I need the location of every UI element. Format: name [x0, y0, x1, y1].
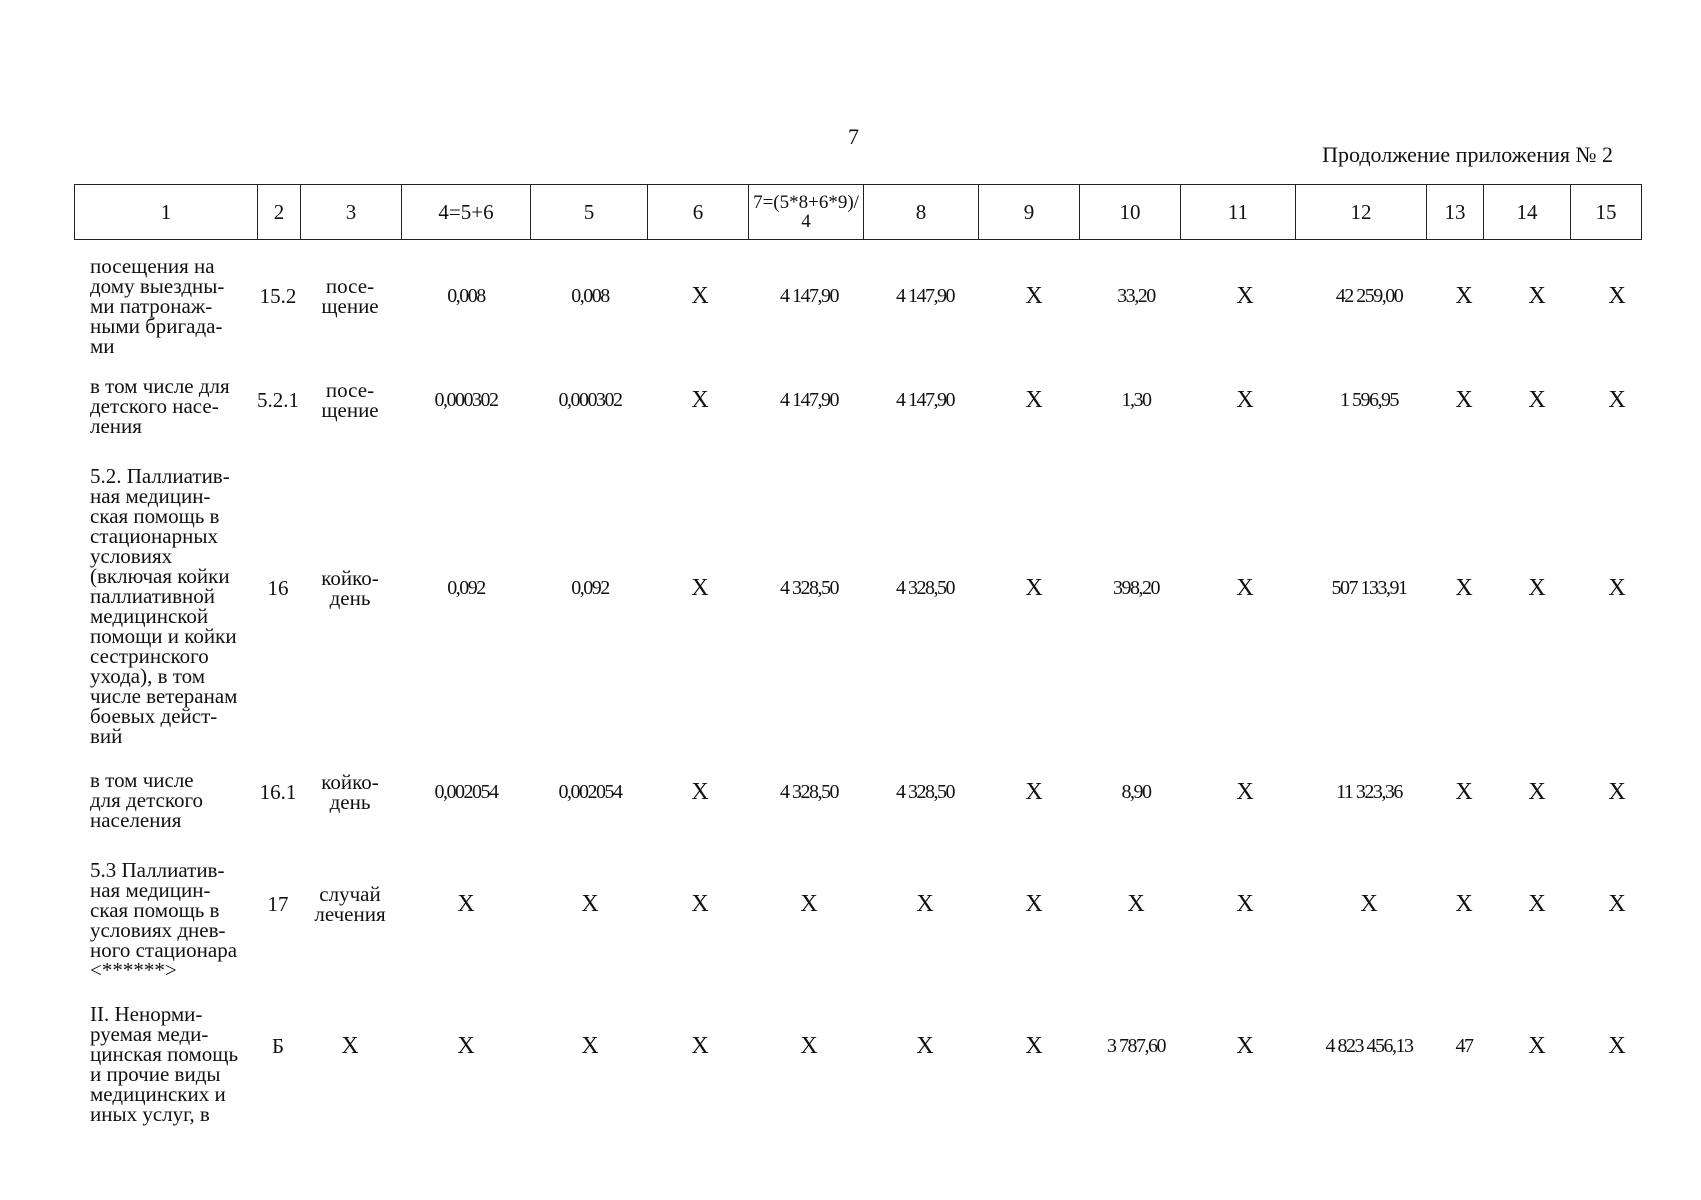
row-cell-unit: случай лечения	[314, 882, 386, 926]
row-cell-c5: 0,092	[571, 577, 609, 599]
header-col-1: 1	[75, 185, 258, 240]
row-name: 5.3 Паллиатив- ная медицин- ская помощь в условиях днев- ного стационара <******>	[90, 858, 238, 982]
row-cell-c14: X	[1528, 1033, 1546, 1059]
row-cell-code: Б	[271, 1034, 285, 1058]
row-name: в том числе для детского насе- ления	[90, 374, 230, 438]
row-cell-c4: 0,008	[447, 285, 485, 307]
row-cell-c6: X	[691, 575, 709, 601]
row-cell-c13: 47	[1455, 1035, 1473, 1057]
row-cell-c11: X	[1236, 779, 1254, 805]
row-cell-c8: 4 147,90	[896, 285, 954, 307]
row-name: II. Ненорми- руемая меди- цинская помощь и прочие виды медицинских и иных услуг, в	[90, 1002, 239, 1126]
header-col-5: 5	[531, 185, 648, 240]
row-cell-c12: 4 823 456,13	[1325, 1035, 1413, 1057]
header-col-15: 15	[1571, 185, 1642, 240]
row-cell-c6: X	[691, 891, 709, 917]
row-cell-c12: 42 259,00	[1335, 285, 1403, 307]
row-cell-c10: 398,20	[1113, 577, 1159, 599]
row-cell-c9: X	[1025, 1033, 1043, 1059]
header-col-6: 6	[648, 185, 749, 240]
row-cell-c6: X	[691, 387, 709, 413]
table-row	[74, 1004, 1654, 1128]
row-cell-c6: X	[691, 1033, 709, 1059]
row-cell-c4: 0,000302	[434, 389, 498, 411]
header-col-3: 3	[301, 185, 402, 240]
row-cell-c11: X	[1236, 1033, 1254, 1059]
row-cell-c14: X	[1528, 387, 1546, 413]
header-col-8: 8	[864, 185, 979, 240]
row-cell-c8: 4 147,90	[896, 389, 954, 411]
row-cell-c12: 11 323,36	[1336, 781, 1402, 803]
row-cell-c15: X	[1608, 387, 1626, 413]
row-cell-c15: X	[1608, 1033, 1626, 1059]
table-row	[74, 376, 1654, 440]
row-cell-c12: 1 596,95	[1340, 389, 1398, 411]
row-cell-c13: X	[1455, 891, 1473, 917]
header-col-13: 13	[1427, 185, 1484, 240]
row-cell-unit: койко- день	[321, 770, 379, 814]
row-cell-unit: посе- щение	[321, 378, 379, 422]
row-cell-c14: X	[1528, 283, 1546, 309]
appendix-continuation-title: Продолжение приложения № 2	[1322, 142, 1613, 167]
row-cell-code: 16.1	[259, 780, 297, 804]
header-col-4: 4=5+6	[402, 185, 531, 240]
row-cell-c9: X	[1025, 575, 1043, 601]
header-col-2: 2	[258, 185, 301, 240]
row-cell-c5: X	[581, 891, 599, 917]
row-cell-c9: X	[1025, 387, 1043, 413]
row-cell-c15: X	[1608, 283, 1626, 309]
row-cell-c7: 4 147,90	[780, 285, 838, 307]
row-cell-c5: X	[581, 1033, 599, 1059]
row-cell-c7: 4 147,90	[780, 389, 838, 411]
row-cell-unit: койко- день	[321, 566, 379, 610]
row-cell-c6: X	[691, 779, 709, 805]
row-cell-c15: X	[1608, 891, 1626, 917]
row-cell-c13: X	[1455, 387, 1473, 413]
row-cell-unit: X	[341, 1033, 359, 1059]
row-cell-code: 16	[267, 576, 289, 600]
row-cell-c12: 507 133,91	[1331, 577, 1407, 599]
row-cell-c10: 8,90	[1121, 781, 1151, 803]
row-cell-c4: 0,092	[447, 577, 485, 599]
row-cell-c7: X	[800, 891, 818, 917]
row-cell-unit: посе- щение	[321, 274, 379, 318]
row-name: посещения на дому выездны- ми патронаж- ными бригада- ми	[90, 254, 225, 358]
row-cell-c4: X	[457, 891, 475, 917]
header-col-9: 9	[979, 185, 1080, 240]
row-cell-c15: X	[1608, 779, 1626, 805]
row-cell-code: 5.2.1	[257, 388, 299, 412]
row-cell-c8: X	[916, 1033, 934, 1059]
row-cell-c11: X	[1236, 283, 1254, 309]
row-cell-c7: 4 328,50	[780, 781, 838, 803]
row-cell-c5: 0,008	[571, 285, 609, 307]
table-row	[74, 860, 1654, 984]
header-col-11: 11	[1181, 185, 1296, 240]
row-cell-c12: X	[1360, 891, 1378, 917]
row-cell-c4: X	[457, 1033, 475, 1059]
row-cell-c13: X	[1455, 779, 1473, 805]
row-cell-c10: 3 787,60	[1107, 1035, 1165, 1057]
row-cell-c11: X	[1236, 891, 1254, 917]
row-cell-c7: 4 328,50	[780, 577, 838, 599]
row-cell-c9: X	[1025, 283, 1043, 309]
header-col-12: 12	[1296, 185, 1427, 240]
row-name: 5.2. Паллиатив- ная медицин- ская помощь в стационарных условиях (включая койки паллиативной медицинской помощи и койки сестринского ухода), в том числе ветеранам боевых дейст- вий	[90, 464, 238, 748]
row-cell-c7: X	[800, 1033, 818, 1059]
table-row	[74, 256, 1654, 360]
row-cell-c9: X	[1025, 891, 1043, 917]
row-cell-c14: X	[1528, 575, 1546, 601]
row-cell-c10: 33,20	[1117, 285, 1155, 307]
row-cell-c14: X	[1528, 891, 1546, 917]
row-cell-code: 17	[267, 892, 289, 916]
row-cell-c11: X	[1236, 387, 1254, 413]
row-name: в том числе для детского населения	[90, 768, 204, 832]
row-cell-c15: X	[1608, 575, 1626, 601]
row-cell-c5: 0,000302	[558, 389, 622, 411]
row-cell-c8: 4 328,50	[896, 781, 954, 803]
row-cell-c8: 4 328,50	[896, 577, 954, 599]
row-cell-c10: X	[1127, 891, 1145, 917]
row-cell-c8: X	[916, 891, 934, 917]
header-col-7: 7=(5*8+6*9)/ 4	[749, 185, 864, 240]
header-col-10: 10	[1080, 185, 1181, 240]
table-row	[74, 770, 1654, 834]
row-cell-c13: X	[1455, 575, 1473, 601]
row-cell-c6: X	[691, 283, 709, 309]
row-cell-c9: X	[1025, 779, 1043, 805]
header-col-14: 14	[1484, 185, 1571, 240]
table-row	[74, 466, 1654, 756]
row-cell-c14: X	[1528, 779, 1546, 805]
column-number-header	[74, 184, 1642, 240]
row-cell-c10: 1,30	[1121, 389, 1151, 411]
row-cell-c4: 0,002054	[434, 781, 498, 803]
page-number: 7	[848, 124, 859, 149]
row-cell-code: 15.2	[259, 284, 297, 308]
row-cell-c13: X	[1455, 283, 1473, 309]
row-cell-c11: X	[1236, 575, 1254, 601]
row-cell-c5: 0,002054	[558, 781, 622, 803]
